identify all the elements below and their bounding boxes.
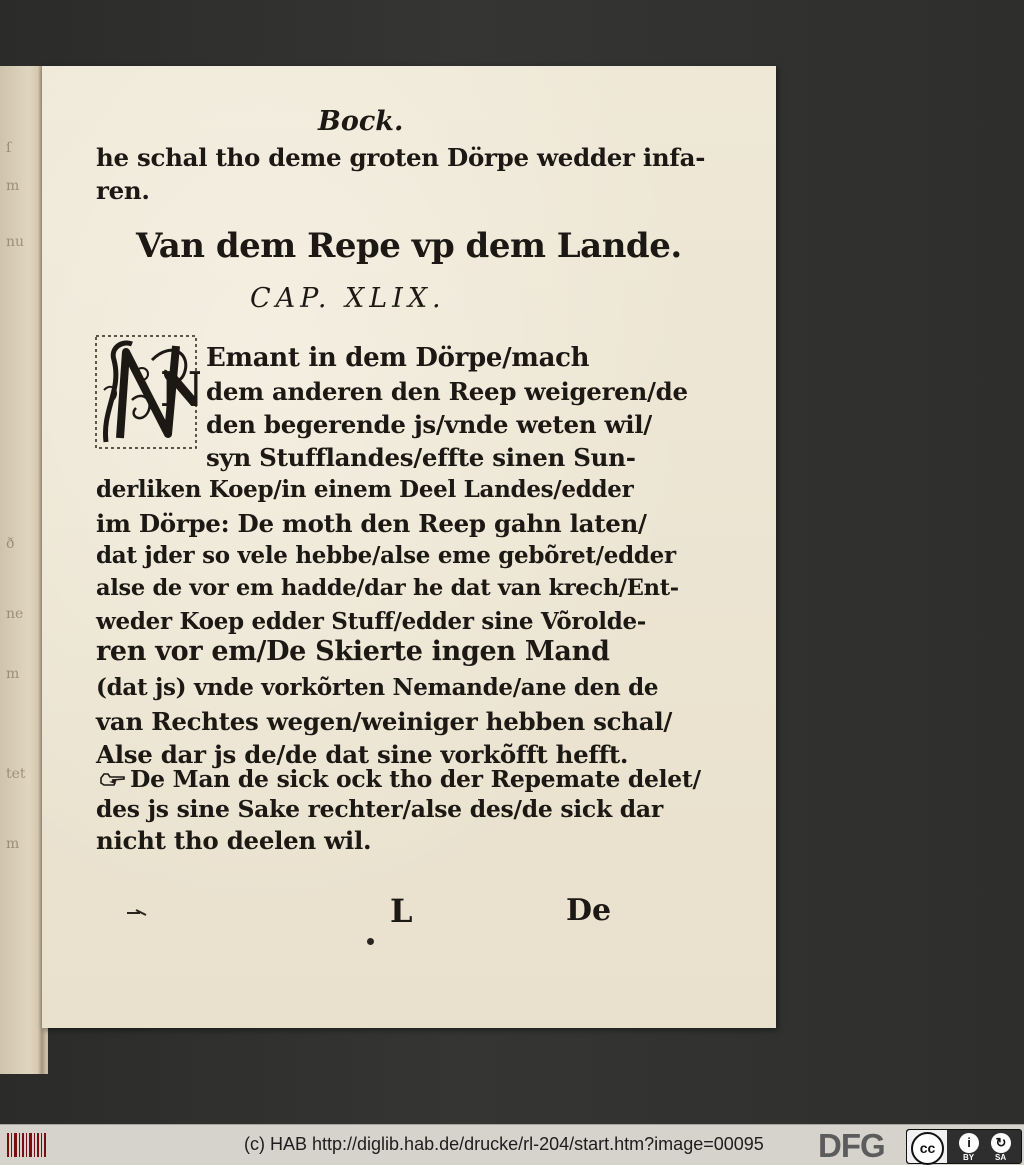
initial-letter: N xyxy=(160,362,200,418)
text-line: den begerende js/vnde weten wil/ xyxy=(206,410,652,439)
running-head: Bock. xyxy=(318,106,404,137)
copyright-link[interactable]: (c) HAB http://diglib.hab.de/drucke/rl-204/start.htm?image=00095 xyxy=(244,1134,764,1154)
pointing-hand-icon xyxy=(100,765,126,793)
license-by-label: BY xyxy=(963,1153,975,1162)
chapter-number: CAP. XLIX. xyxy=(250,283,446,314)
text-line: Alse dar js de/de dat sine vorkõfft hefft. xyxy=(96,740,629,769)
text-line: alse de vor em hadde/dar he dat van krech/Ent- xyxy=(96,575,679,601)
catchword: De xyxy=(566,893,612,928)
text-line: De Man de sick ock tho der Repemate delet/ xyxy=(130,765,701,793)
ink-mark xyxy=(126,908,148,918)
decorated-initial-art xyxy=(92,330,200,454)
text-line: dat jder so vele hebbe/alse eme gebõret/edder xyxy=(96,542,676,569)
chapter-heading: Van dem Repe vp dem Lande. xyxy=(136,226,682,266)
text-line: derliken Koep/in einem Deel Landes/edder xyxy=(96,476,634,503)
text-line: weder Koep edder Stuff/edder sine Võrolde- xyxy=(96,608,647,635)
viewer-footer xyxy=(0,1124,1024,1165)
cc-icon: cc xyxy=(911,1132,944,1165)
text-line: dem anderen den Reep weigeren/de xyxy=(206,377,688,406)
text-line: nicht tho deelen wil. xyxy=(96,826,372,855)
text-line: syn Stufflandes/effte sinen Sun- xyxy=(206,443,636,472)
text-line: ren vor em/De Skierte ingen Mand xyxy=(96,636,610,667)
facing-page-edge: ſ m nu ð ne m tet m xyxy=(0,66,48,1074)
barcode-icon xyxy=(6,1131,48,1159)
text-line: ren. xyxy=(96,176,150,205)
ink-dot xyxy=(367,938,374,945)
text-line-with-manicule xyxy=(100,765,701,793)
text-line: (dat js) vnde vorkõrten Nemande/ane den de xyxy=(96,674,659,701)
share-alike-icon: ↻ xyxy=(991,1133,1011,1153)
text-line: im Dörpe: De moth den Reep gahn laten/ xyxy=(96,509,647,538)
decorated-initial xyxy=(92,330,200,454)
text-line: Emant in dem Dörpe/mach xyxy=(206,343,590,373)
text-line: he schal tho deme groten Dörpe wedder infa- xyxy=(96,143,706,172)
license-sa-label: SA xyxy=(995,1153,1007,1162)
text-line: des js sine Sake rechter/alse des/de sick dar xyxy=(96,795,663,823)
cc-license-badge[interactable] xyxy=(906,1129,1022,1164)
signature-mark: L xyxy=(390,892,413,930)
dfg-logo: DFG xyxy=(818,1127,885,1164)
text-line: van Rechtes wegen/weiniger hebben schal/ xyxy=(96,707,673,736)
person-icon: i xyxy=(959,1133,979,1153)
